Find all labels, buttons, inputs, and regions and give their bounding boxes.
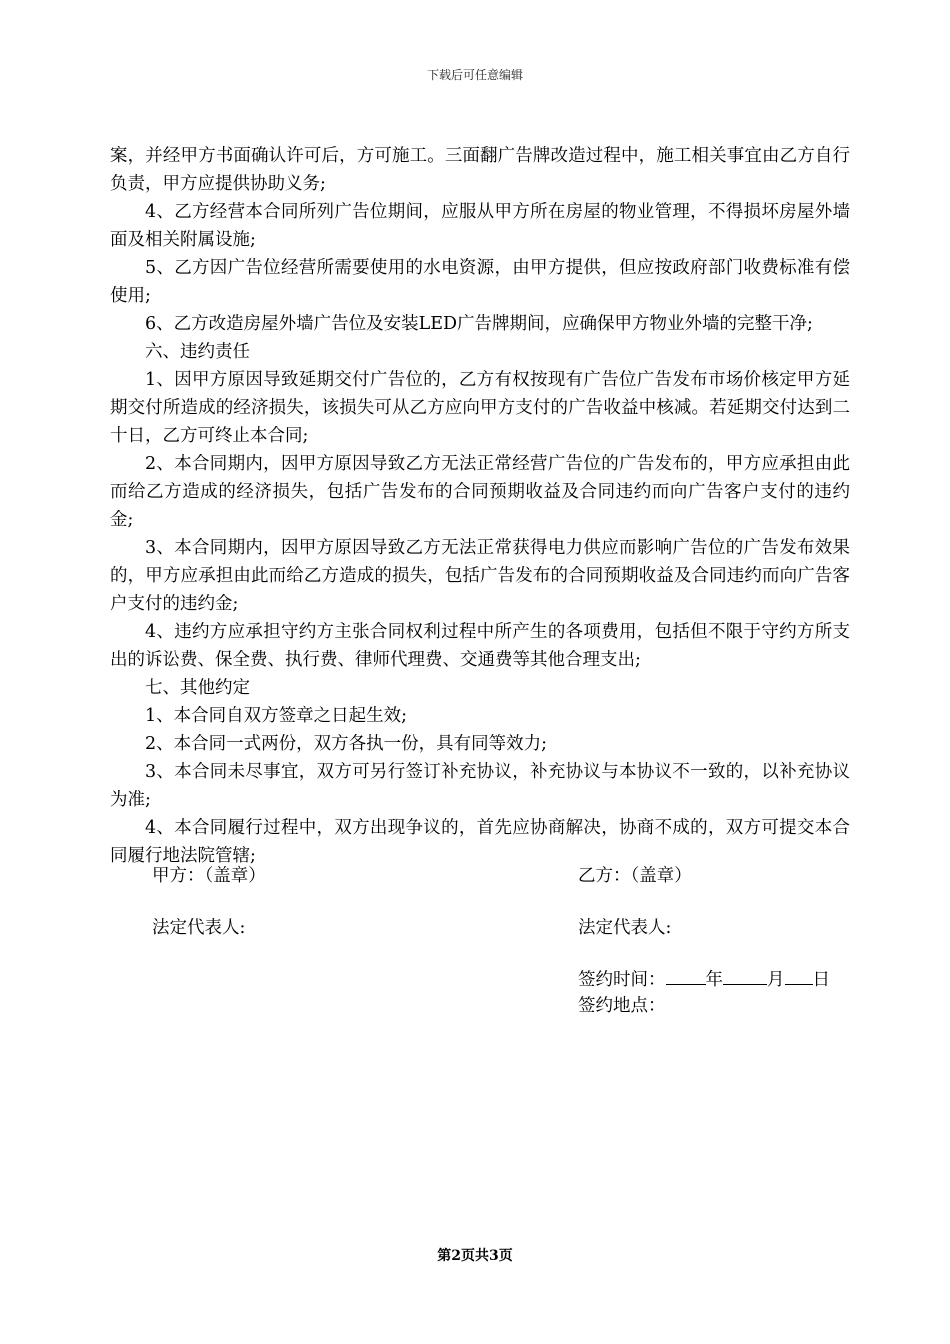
paragraph: 6、乙方改造房屋外墙广告位及安装LED广告牌期间，应确保甲方物业外墙的完整干净; <box>145 314 813 334</box>
paragraph: 4、违约方应承担守约方主张合同权利过程中所产生的各项费用，包括但不限于守约方所支出的诉讼费、保全费、执行费、律师代理费、交通费等其他合理支出; <box>110 622 850 670</box>
day-blank <box>785 964 813 985</box>
page-header: 下载后可任意编辑 <box>426 68 523 82</box>
contract-body <box>110 142 850 870</box>
party-a-representative: 法定代表人: <box>152 918 246 938</box>
year-blank <box>666 964 706 985</box>
party-a-seal: 甲方：（盖章） <box>152 866 266 886</box>
paragraph: 2、本合同期内，因甲方原因导致乙方无法正常经营广告位的广告发布的，甲方应承担由此而给乙方造成的经济损失，包括广告发布的合同预期收益及合同违约而向广告客户支付的违约金; <box>110 454 850 530</box>
section-heading: 七、其他约定 <box>145 678 250 698</box>
section-heading: 六、违约责任 <box>145 342 250 362</box>
paragraph: 3、本合同期内，因甲方原因导致乙方无法正常获得电力供应而影响广告位的广告发布效果的，甲方应承担由此而给乙方造成的损失，包括广告发布的合同预期收益及合同违约而向广告客户支付的违约金; <box>110 538 850 614</box>
paragraph: 5、乙方因广告位经营所需要使用的水电资源，由甲方提供，但应按政府部门收费标准有偿使用; <box>110 258 850 306</box>
day-label: 日 <box>812 970 830 990</box>
paragraph: 1、因甲方原因导致延期交付广告位的，乙方有权按现有广告位广告发布市场价核定甲方延期交付所造成的经济损失，该损失可从乙方应向甲方支付的广告收益中核减。若延期交付达到二十日，乙方可终止本合同; <box>110 370 850 446</box>
signing-date-label: 签约时间： <box>578 970 666 990</box>
paragraph: 1、本合同自双方签章之日起生效; <box>145 706 408 726</box>
signing-place-label: 签约地点： <box>578 996 666 1016</box>
paragraph: 案，并经甲方书面确认许可后，方可施工。三面翻广告牌改造过程中，施工相关事宜由乙方自行负责，甲方应提供协助义务; <box>110 146 850 194</box>
page-number: 第2页共3页 <box>437 1248 513 1264</box>
paragraph: 2、本合同一式两份，双方各执一份，具有同等效力; <box>145 734 548 754</box>
party-b-seal: 乙方：（盖章） <box>578 866 692 886</box>
paragraph: 4、本合同履行过程中，双方出现争议的，首先应协商解决，协商不成的，双方可提交本合同履行地法院管辖; <box>110 818 850 866</box>
month-label: 月 <box>767 970 785 990</box>
signing-date <box>578 964 830 994</box>
paragraph: 4、乙方经营本合同所列广告位期间，应服从甲方所在房屋的物业管理，不得损坏房屋外墙面及相关附属设施; <box>110 202 850 250</box>
month-blank <box>723 964 767 985</box>
paragraph: 3、本合同未尽事宜，双方可另行签订补充协议，补充协议与本协议不一致的，以补充协议为准; <box>110 762 850 810</box>
year-label: 年 <box>705 970 723 990</box>
party-b-representative: 法定代表人: <box>578 918 672 938</box>
